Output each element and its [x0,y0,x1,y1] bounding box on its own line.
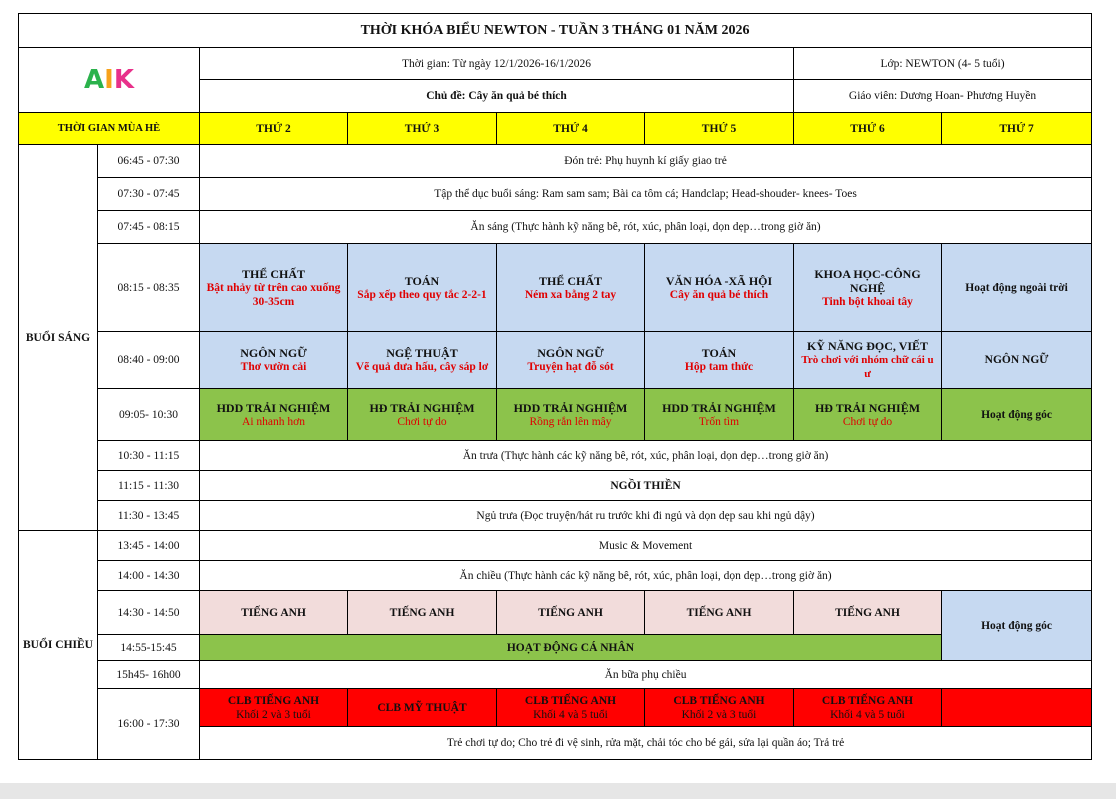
theme: Chủ đề: Cây ăn quả bé thích [200,80,794,113]
activity: Rồng rắn lên mây [529,415,612,428]
activity: Vẽ quả dưa hấu, cây sáp lơ [355,361,489,373]
subject: NGÔN NGỮ [240,346,307,360]
class-name: Lớp: NEWTON (4- 5 tuổi) [794,48,1092,80]
schedule-row [19,211,1092,244]
lesson-cell [645,389,794,441]
club-cell [645,689,794,727]
lesson-cell [645,332,794,389]
activity-span: HOẠT ĐỘNG CÁ NHÂN [200,635,942,661]
activity: Truyện hạt đỗ sót [527,361,614,373]
time-slot: 07:45 - 08:15 [98,211,200,244]
subject: KHOA HỌC-CÔNG NGHỆ [814,266,921,295]
club-cell [497,689,645,727]
club-cell [794,689,942,727]
activity: Ai nhanh hơn [242,415,305,428]
time-slot: 09:05- 10:30 [98,389,200,441]
schedule-row [19,591,1092,635]
club-name: CLB TIẾNG ANH [524,694,617,707]
activity-span: Tập thể dục buổi sáng: Ram sam sam; Bài ca tôm cá; Handclap; Head-shouder- knees- Toes [200,178,1092,211]
subject: TOÁN [404,273,440,288]
school-logo [19,48,200,113]
saturday-cell: Hoạt động ngoài trời [942,244,1092,332]
schedule-row [19,389,1092,441]
time-slot: 10:30 - 11:15 [98,441,200,471]
lesson-cell [497,389,645,441]
lesson-cell: TIẾNG ANH [794,591,942,635]
activity: Tinh bột khoai tây [822,295,913,308]
lesson-cell [497,332,645,389]
day-header: THỨ 3 [348,113,497,145]
time-slot: 06:45 - 07:30 [98,145,200,178]
schedule-row [19,145,1092,178]
activity-span: Ăn trưa (Thực hành các kỹ năng bê, rót, xúc, phân loại, dọn dẹp…trong giờ ăn) [200,441,1092,471]
lesson-cell [794,389,942,441]
saturday-cell: Hoạt động góc [942,591,1092,661]
lesson-cell: TIẾNG ANH [200,591,348,635]
time-slot: 07:30 - 07:45 [98,178,200,211]
activity: Chơi tự do [842,415,893,428]
aik-logo-icon: AIK [84,65,134,95]
club-name: CLB MỸ THUẬT [377,701,467,714]
day-header: THỨ 7 [942,113,1092,145]
subject: HDD TRẢI NGHIỆM [513,400,628,415]
activity: Sắp xếp theo quy tắc 2-2-1 [357,288,487,301]
session-afternoon: BUỔI CHIỀU [19,531,98,760]
activity: Trốn tìm [698,415,740,428]
lesson-cell: TIẾNG ANH [348,591,497,635]
club-cell [348,689,497,727]
time-slot: 14:30 - 14:50 [98,591,200,635]
page-title: THỜI KHÓA BIỂU NEWTON - TUẦN 3 THÁNG 01 NĂM 2026 [19,14,1092,48]
club-group: Khối 4 và 5 tuổi [830,708,905,721]
activity-span: Đón trẻ: Phụ huynh kí giấy giao trẻ [200,145,1092,178]
time-slot: 08:40 - 09:00 [98,332,200,389]
activity: Chơi tự do [397,415,447,428]
lesson-cell [497,244,645,332]
lesson-cell [200,389,348,441]
activity-span: NGỒI THIỀN [200,471,1092,501]
session-morning: BUỔI SÁNG [19,145,98,531]
schedule-row [19,332,1092,389]
activity-span: Ăn sáng (Thực hành kỹ năng bê, rót, xúc, phân loại, dọn dẹp…trong giờ ăn) [200,211,1092,244]
time-slot: 15h45- 16h00 [98,661,200,689]
lesson-cell [794,244,942,332]
club-cell [200,689,348,727]
subject: KỸ NĂNG ĐỌC, VIẾT [806,339,929,353]
schedule-row [19,244,1092,332]
lesson-cell [200,244,348,332]
timetable [18,13,1092,760]
day-header-row [19,113,1092,145]
subject: VĂN HÓA -XÃ HỘI [665,273,773,288]
activity-span: Ăn bữa phụ chiều [200,661,1092,689]
schedule-row [19,635,1092,661]
lesson-cell [794,332,942,389]
time-slot: 08:15 - 08:35 [98,244,200,332]
time-slot: 14:55-15:45 [98,635,200,661]
schedule-row [19,471,1092,501]
saturday-cell: NGÔN NGỮ [942,332,1092,389]
time-slot: 11:15 - 11:30 [98,471,200,501]
day-header: THỨ 4 [497,113,645,145]
subject: NGỆ THUẬT [386,346,458,360]
schedule-row [19,689,1092,727]
lesson-cell [200,332,348,389]
activity-span: Ăn chiều (Thực hành các kỹ năng bê, rót, xúc, phân loại, dọn dẹp…trong giờ ăn) [200,561,1092,591]
lesson-cell [645,244,794,332]
footer-bar [0,783,1116,799]
time-slot: 11:30 - 13:45 [98,501,200,531]
schedule-row [19,178,1092,211]
activity-span: Trẻ chơi tự do; Cho trẻ đi vệ sinh, rửa mặt, chải tóc cho bé gái, sửa lại quần áo; Trả trẻ [200,727,1092,760]
club-name: CLB TIẾNG ANH [821,694,914,707]
time-column-header: THỜI GIAN MÙA HÈ [19,113,200,145]
saturday-cell: Hoạt động góc [942,389,1092,441]
activity: Thơ vườn cải [240,361,307,373]
schedule-row [19,531,1092,561]
schedule-row [19,441,1092,471]
lesson-cell [348,389,497,441]
time-range: Thời gian: Từ ngày 12/1/2026-16/1/2026 [200,48,794,80]
activity-span: Music & Movement [200,531,1092,561]
time-slot: 14:00 - 14:30 [98,561,200,591]
activity: Hộp tam thức [684,361,754,373]
club-group: Khối 2 và 3 tuổi [236,708,311,721]
time-slot: 13:45 - 14:00 [98,531,200,561]
day-header: THỨ 6 [794,113,942,145]
time-slot: 16:00 - 17:30 [98,689,200,760]
club-name: CLB TIẾNG ANH [673,694,765,707]
teachers: Giáo viên: Dương Hoan- Phương Huyền [794,80,1092,113]
subject: THỂ CHẤT [241,266,305,281]
schedule-row [19,561,1092,591]
lesson-cell: TIẾNG ANH [497,591,645,635]
day-header: THỨ 2 [200,113,348,145]
lesson-cell [348,244,497,332]
subject: HĐ TRẢI NGHIỆM [369,400,475,415]
club-name: CLB TIẾNG ANH [227,694,320,707]
schedule-row [19,501,1092,531]
lesson-cell [348,332,497,389]
activity: Bật nhảy từ trên cao xuống 30-35cm [206,281,341,308]
subject: TOÁN [701,346,737,360]
club-group: Khối 2 và 3 tuổi [681,708,757,721]
subject: HDD TRẢI NGHIỆM [662,400,776,415]
activity: Cây ăn quả bé thích [669,288,769,301]
activity: Trò chơi với nhóm chữ cái u ư [801,354,934,380]
subject: HĐ TRẢI NGHIỆM [814,400,921,415]
subject: HDD TRẢI NGHIỆM [216,400,331,415]
day-header: THỨ 5 [645,113,794,145]
club-group: Khối 4 và 5 tuổi [533,708,608,721]
activity: Ném xa bằng 2 tay [524,288,617,301]
activity-span: Ngủ trưa (Đọc truyện/hát ru trước khi đi ngủ và dọn dẹp sau khi ngủ dậy) [200,501,1092,531]
club-cell-empty [942,689,1092,727]
subject: NGÔN NGỮ [537,346,604,360]
subject: THỂ CHẤT [538,273,602,288]
lesson-cell: TIẾNG ANH [645,591,794,635]
schedule-row [19,661,1092,689]
